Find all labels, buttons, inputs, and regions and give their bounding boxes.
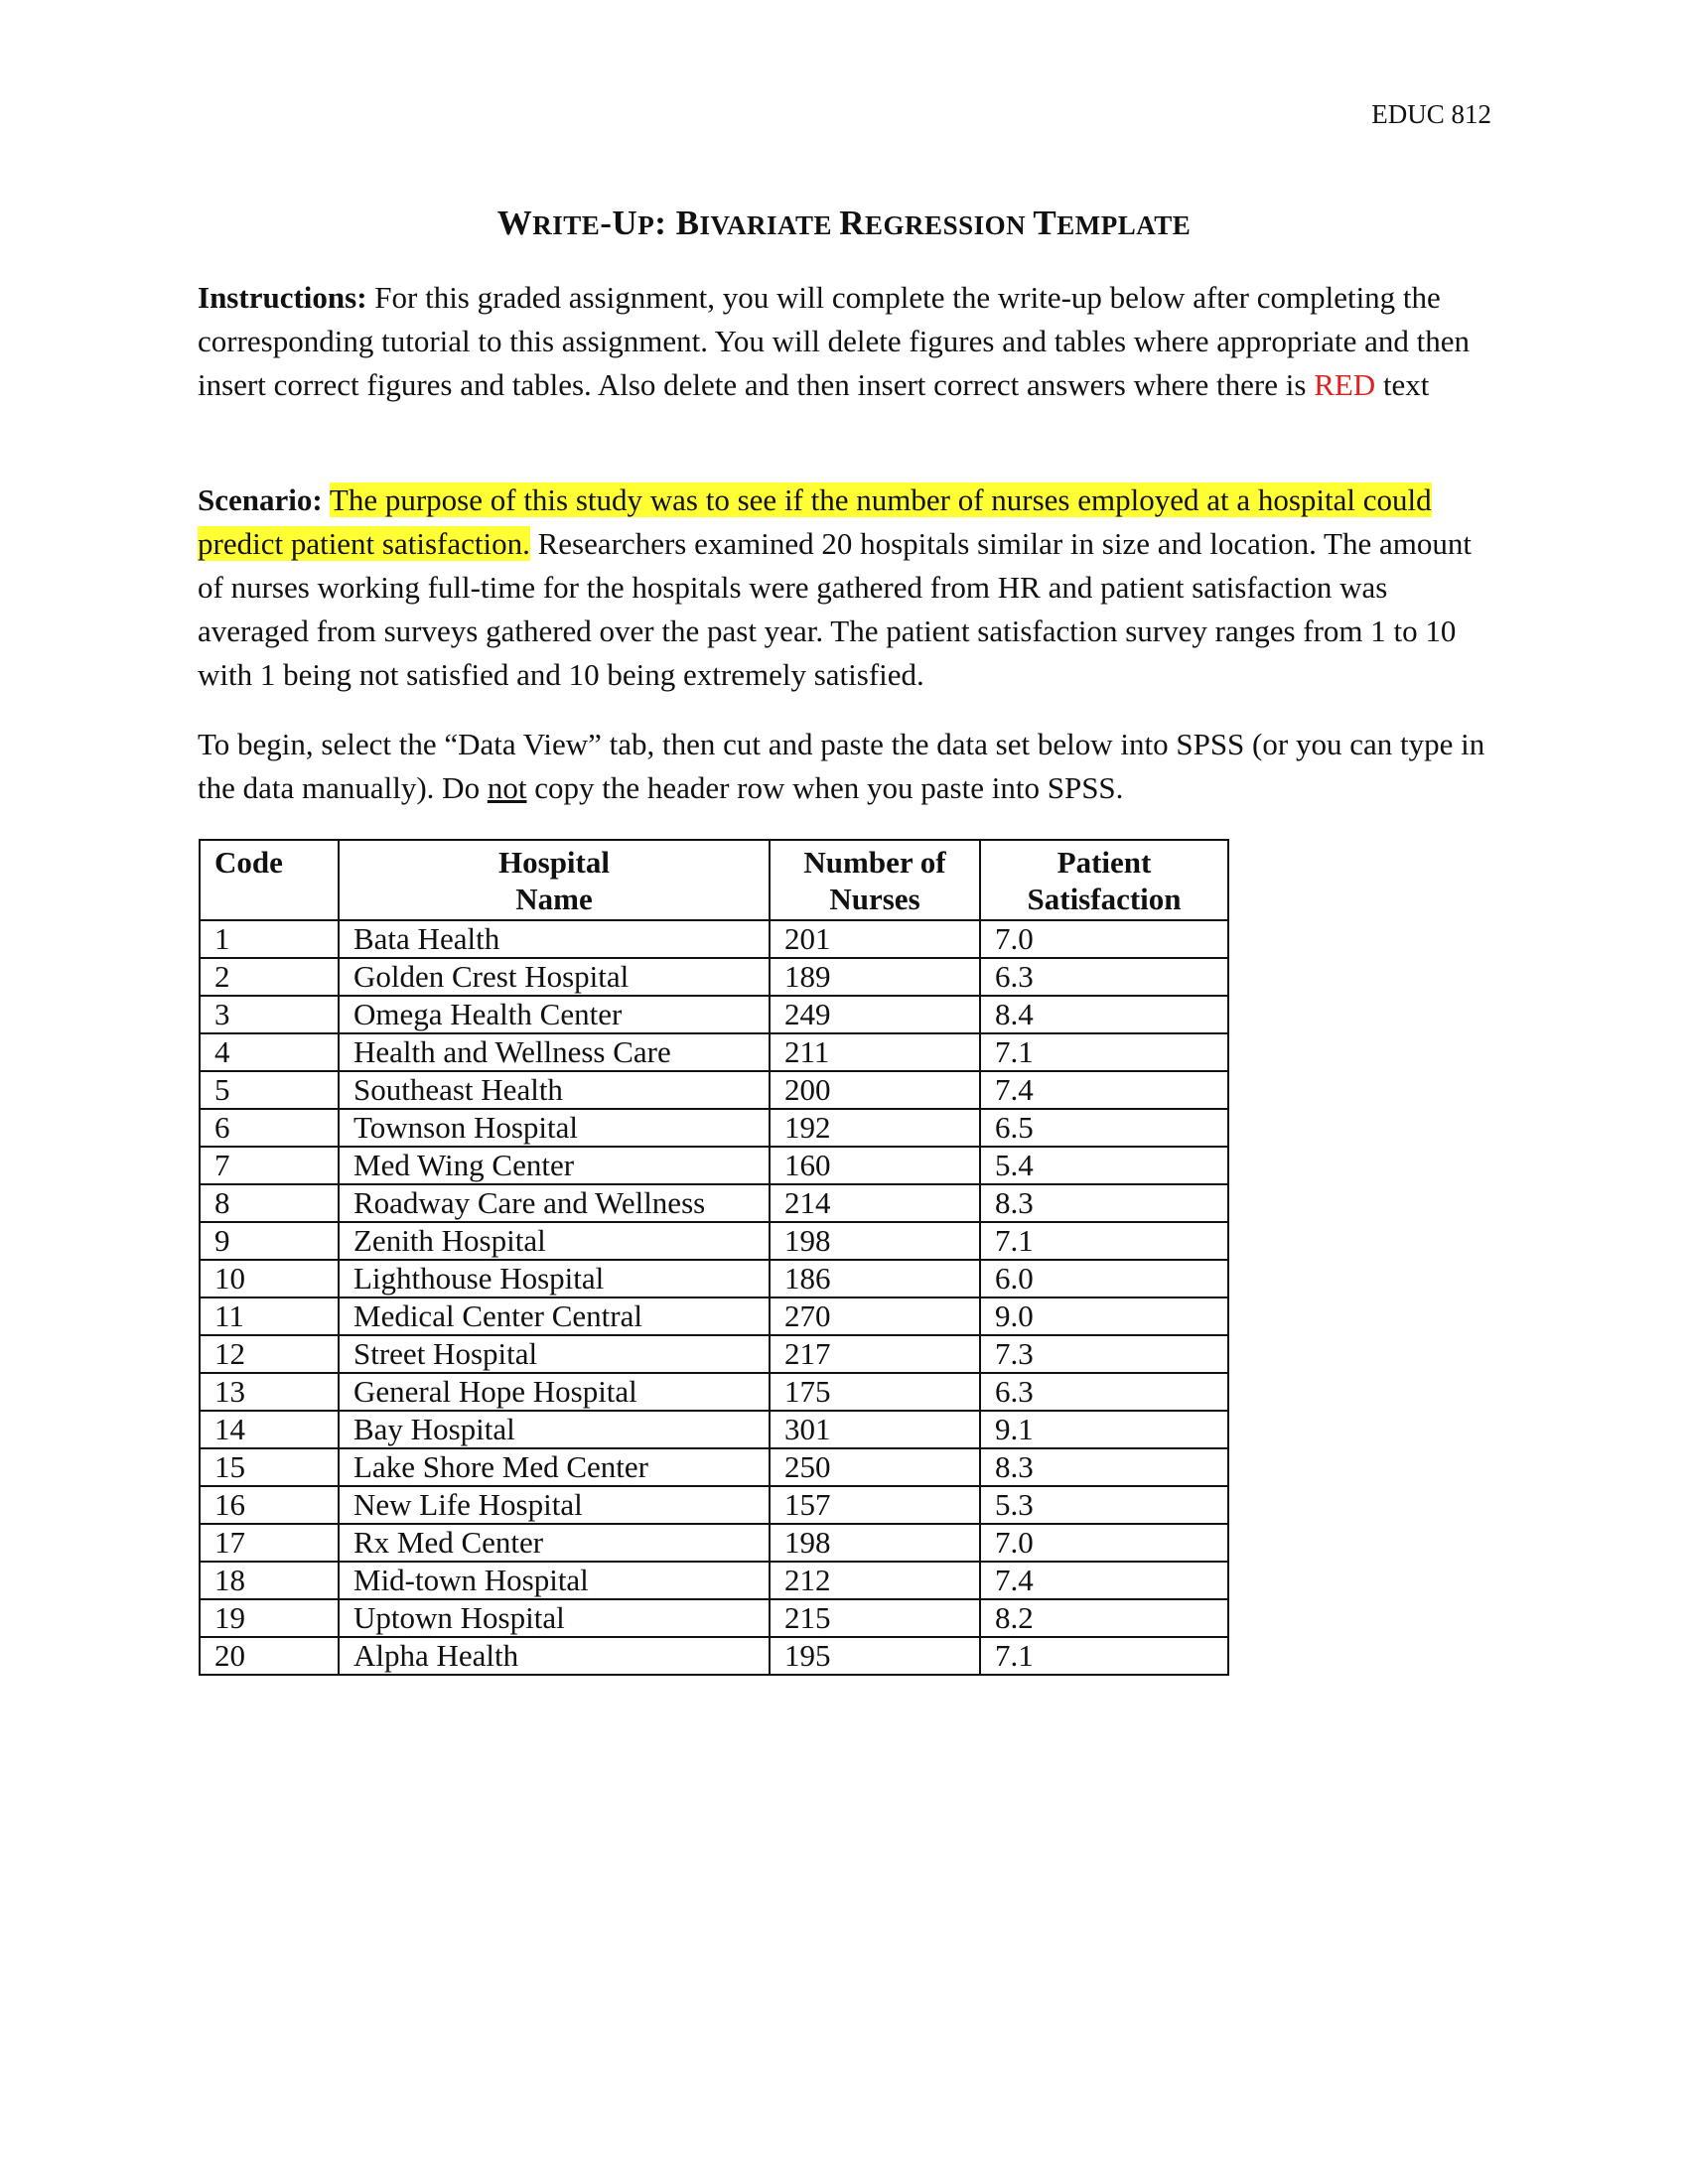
satisfaction-cell: 6.5	[980, 1109, 1228, 1147]
hospital-name-cell: Med Wing Center	[339, 1147, 770, 1184]
table-row	[200, 996, 1228, 1033]
code-cell: 17	[200, 1524, 339, 1562]
hospital-name-cell: Mid-town Hospital	[339, 1562, 770, 1599]
title-part: TEMPLATE	[1033, 204, 1192, 242]
nurses-cell: 192	[770, 1109, 980, 1147]
table-row	[200, 1184, 1228, 1222]
nurses-cell: 189	[770, 958, 980, 996]
nurses-cell: 157	[770, 1486, 980, 1524]
nurses-cell: 160	[770, 1147, 980, 1184]
header-hospital-name: Hospital Name	[339, 840, 770, 920]
code-cell: 11	[200, 1297, 339, 1335]
table-row	[200, 1109, 1228, 1147]
nurses-cell: 250	[770, 1448, 980, 1486]
satisfaction-cell: 8.3	[980, 1184, 1228, 1222]
table-row	[200, 920, 1228, 958]
table-row	[200, 1599, 1228, 1637]
satisfaction-cell: 6.0	[980, 1260, 1228, 1297]
satisfaction-cell: 8.4	[980, 996, 1228, 1033]
scenario-highlighted-text: The purpose of this study was to see if the number of nurses employed at a hospital could predict patient satisfaction.	[198, 482, 1432, 561]
table-row	[200, 1222, 1228, 1260]
code-cell: 15	[200, 1448, 339, 1486]
satisfaction-cell: 7.4	[980, 1562, 1228, 1599]
instructions-label: Instructions:	[198, 280, 367, 315]
hospital-name-cell: Uptown Hospital	[339, 1599, 770, 1637]
satisfaction-cell: 7.0	[980, 920, 1228, 958]
hospital-name-cell: Bata Health	[339, 920, 770, 958]
nurses-cell: 211	[770, 1033, 980, 1071]
table-row	[200, 1637, 1228, 1675]
table-row	[200, 1033, 1228, 1071]
nurses-cell: 195	[770, 1637, 980, 1675]
hospital-name-cell: Lighthouse Hospital	[339, 1260, 770, 1297]
table-row	[200, 1260, 1228, 1297]
code-cell: 13	[200, 1373, 339, 1411]
code-cell: 1	[200, 920, 339, 958]
header-patient-satisfaction: Patient Satisfaction	[980, 840, 1228, 920]
code-cell: 6	[200, 1109, 339, 1147]
hospital-name-cell: Southeast Health	[339, 1071, 770, 1109]
code-cell: 14	[200, 1411, 339, 1448]
table-row	[200, 958, 1228, 996]
scenario-paragraph	[198, 478, 1488, 697]
code-cell: 8	[200, 1184, 339, 1222]
satisfaction-cell: 5.4	[980, 1147, 1228, 1184]
table-row	[200, 1335, 1228, 1373]
nurses-cell: 201	[770, 920, 980, 958]
satisfaction-cell: 7.1	[980, 1222, 1228, 1260]
satisfaction-cell: 7.4	[980, 1071, 1228, 1109]
hospital-name-cell: Medical Center Central	[339, 1297, 770, 1335]
nurses-cell: 198	[770, 1524, 980, 1562]
satisfaction-cell: 7.1	[980, 1033, 1228, 1071]
header-number-of-nurses: Number of Nurses	[770, 840, 980, 920]
scenario-label: Scenario:	[198, 482, 323, 517]
nurses-cell: 301	[770, 1411, 980, 1448]
title-part: -UP	[600, 204, 655, 242]
nurses-cell: 270	[770, 1297, 980, 1335]
table-row	[200, 1147, 1228, 1184]
underlined-not: not	[487, 770, 527, 805]
nurses-cell: 200	[770, 1071, 980, 1109]
code-cell: 19	[200, 1599, 339, 1637]
hospital-name-cell: Townson Hospital	[339, 1109, 770, 1147]
begin-text: To begin, select the “Data View” tab, then cut and paste the data set below into SPSS (or you can type in the data manually). Do	[198, 727, 1485, 805]
hospital-name-cell: Zenith Hospital	[339, 1222, 770, 1260]
table-header-row	[200, 840, 1228, 920]
hospital-data-table	[199, 839, 1229, 1676]
page-title	[0, 204, 1688, 243]
nurses-cell: 215	[770, 1599, 980, 1637]
hospital-name-cell: Street Hospital	[339, 1335, 770, 1373]
nurses-cell: 212	[770, 1562, 980, 1599]
header-code: Code	[200, 840, 339, 920]
instructions-text: For this graded assignment, you will complete the write-up below after completing the corresponding tutorial to this assignment. You will delete figures and tables where appropriate and then insert correct figures and tables. Also delete and then insert correct answers where there is	[198, 280, 1471, 402]
hospital-name-cell: General Hope Hospital	[339, 1373, 770, 1411]
nurses-cell: 175	[770, 1373, 980, 1411]
nurses-cell: 186	[770, 1260, 980, 1297]
satisfaction-cell: 7.0	[980, 1524, 1228, 1562]
satisfaction-cell: 7.1	[980, 1637, 1228, 1675]
table-row	[200, 1562, 1228, 1599]
table-row	[200, 1486, 1228, 1524]
nurses-cell: 214	[770, 1184, 980, 1222]
instructions-paragraph	[198, 276, 1488, 407]
code-cell: 20	[200, 1637, 339, 1675]
scenario-text: Researchers examined 20 hospitals similar in size and location. The amount of nurses working full-time for the hospitals were gathered from HR and patient satisfaction was averaged from surveys gathered over the past year. The patient satisfaction survey ranges from 1 to 10 with 1 being not satisfied and 10 being extremely satisfied.	[198, 526, 1472, 692]
hospital-name-cell: Roadway Care and Wellness	[339, 1184, 770, 1222]
code-cell: 9	[200, 1222, 339, 1260]
table-row	[200, 1071, 1228, 1109]
title-part: REGRESSION	[839, 204, 1034, 242]
begin-text-end: copy the header row when you paste into SPSS.	[526, 770, 1124, 805]
course-code: EDUC 812	[1371, 99, 1491, 129]
hospital-name-cell: Lake Shore Med Center	[339, 1448, 770, 1486]
satisfaction-cell: 6.3	[980, 958, 1228, 996]
satisfaction-cell: 8.2	[980, 1599, 1228, 1637]
title-part: : BIVARIATE	[654, 204, 840, 242]
table-body	[200, 920, 1228, 1675]
hospital-name-cell: New Life Hospital	[339, 1486, 770, 1524]
code-cell: 2	[200, 958, 339, 996]
nurses-cell: 249	[770, 996, 980, 1033]
title-part: WRITE	[496, 204, 601, 242]
table-row	[200, 1524, 1228, 1562]
satisfaction-cell: 8.3	[980, 1448, 1228, 1486]
nurses-cell: 217	[770, 1335, 980, 1373]
satisfaction-cell: 5.3	[980, 1486, 1228, 1524]
nurses-cell: 198	[770, 1222, 980, 1260]
hospital-name-cell: Alpha Health	[339, 1637, 770, 1675]
code-cell: 7	[200, 1147, 339, 1184]
instructions-text-end: text	[1375, 367, 1430, 402]
table-row	[200, 1373, 1228, 1411]
red-word: RED	[1314, 367, 1376, 402]
code-cell: 12	[200, 1335, 339, 1373]
table-row	[200, 1411, 1228, 1448]
satisfaction-cell: 6.3	[980, 1373, 1228, 1411]
code-cell: 10	[200, 1260, 339, 1297]
hospital-name-cell: Health and Wellness Care	[339, 1033, 770, 1071]
table-row	[200, 1297, 1228, 1335]
begin-paragraph	[198, 723, 1488, 810]
table-row	[200, 1448, 1228, 1486]
satisfaction-cell: 7.3	[980, 1335, 1228, 1373]
hospital-name-cell: Omega Health Center	[339, 996, 770, 1033]
hospital-name-cell: Golden Crest Hospital	[339, 958, 770, 996]
code-cell: 16	[200, 1486, 339, 1524]
hospital-name-cell: Bay Hospital	[339, 1411, 770, 1448]
satisfaction-cell: 9.1	[980, 1411, 1228, 1448]
code-cell: 5	[200, 1071, 339, 1109]
code-cell: 18	[200, 1562, 339, 1599]
code-cell: 3	[200, 996, 339, 1033]
code-cell: 4	[200, 1033, 339, 1071]
hospital-name-cell: Rx Med Center	[339, 1524, 770, 1562]
satisfaction-cell: 9.0	[980, 1297, 1228, 1335]
